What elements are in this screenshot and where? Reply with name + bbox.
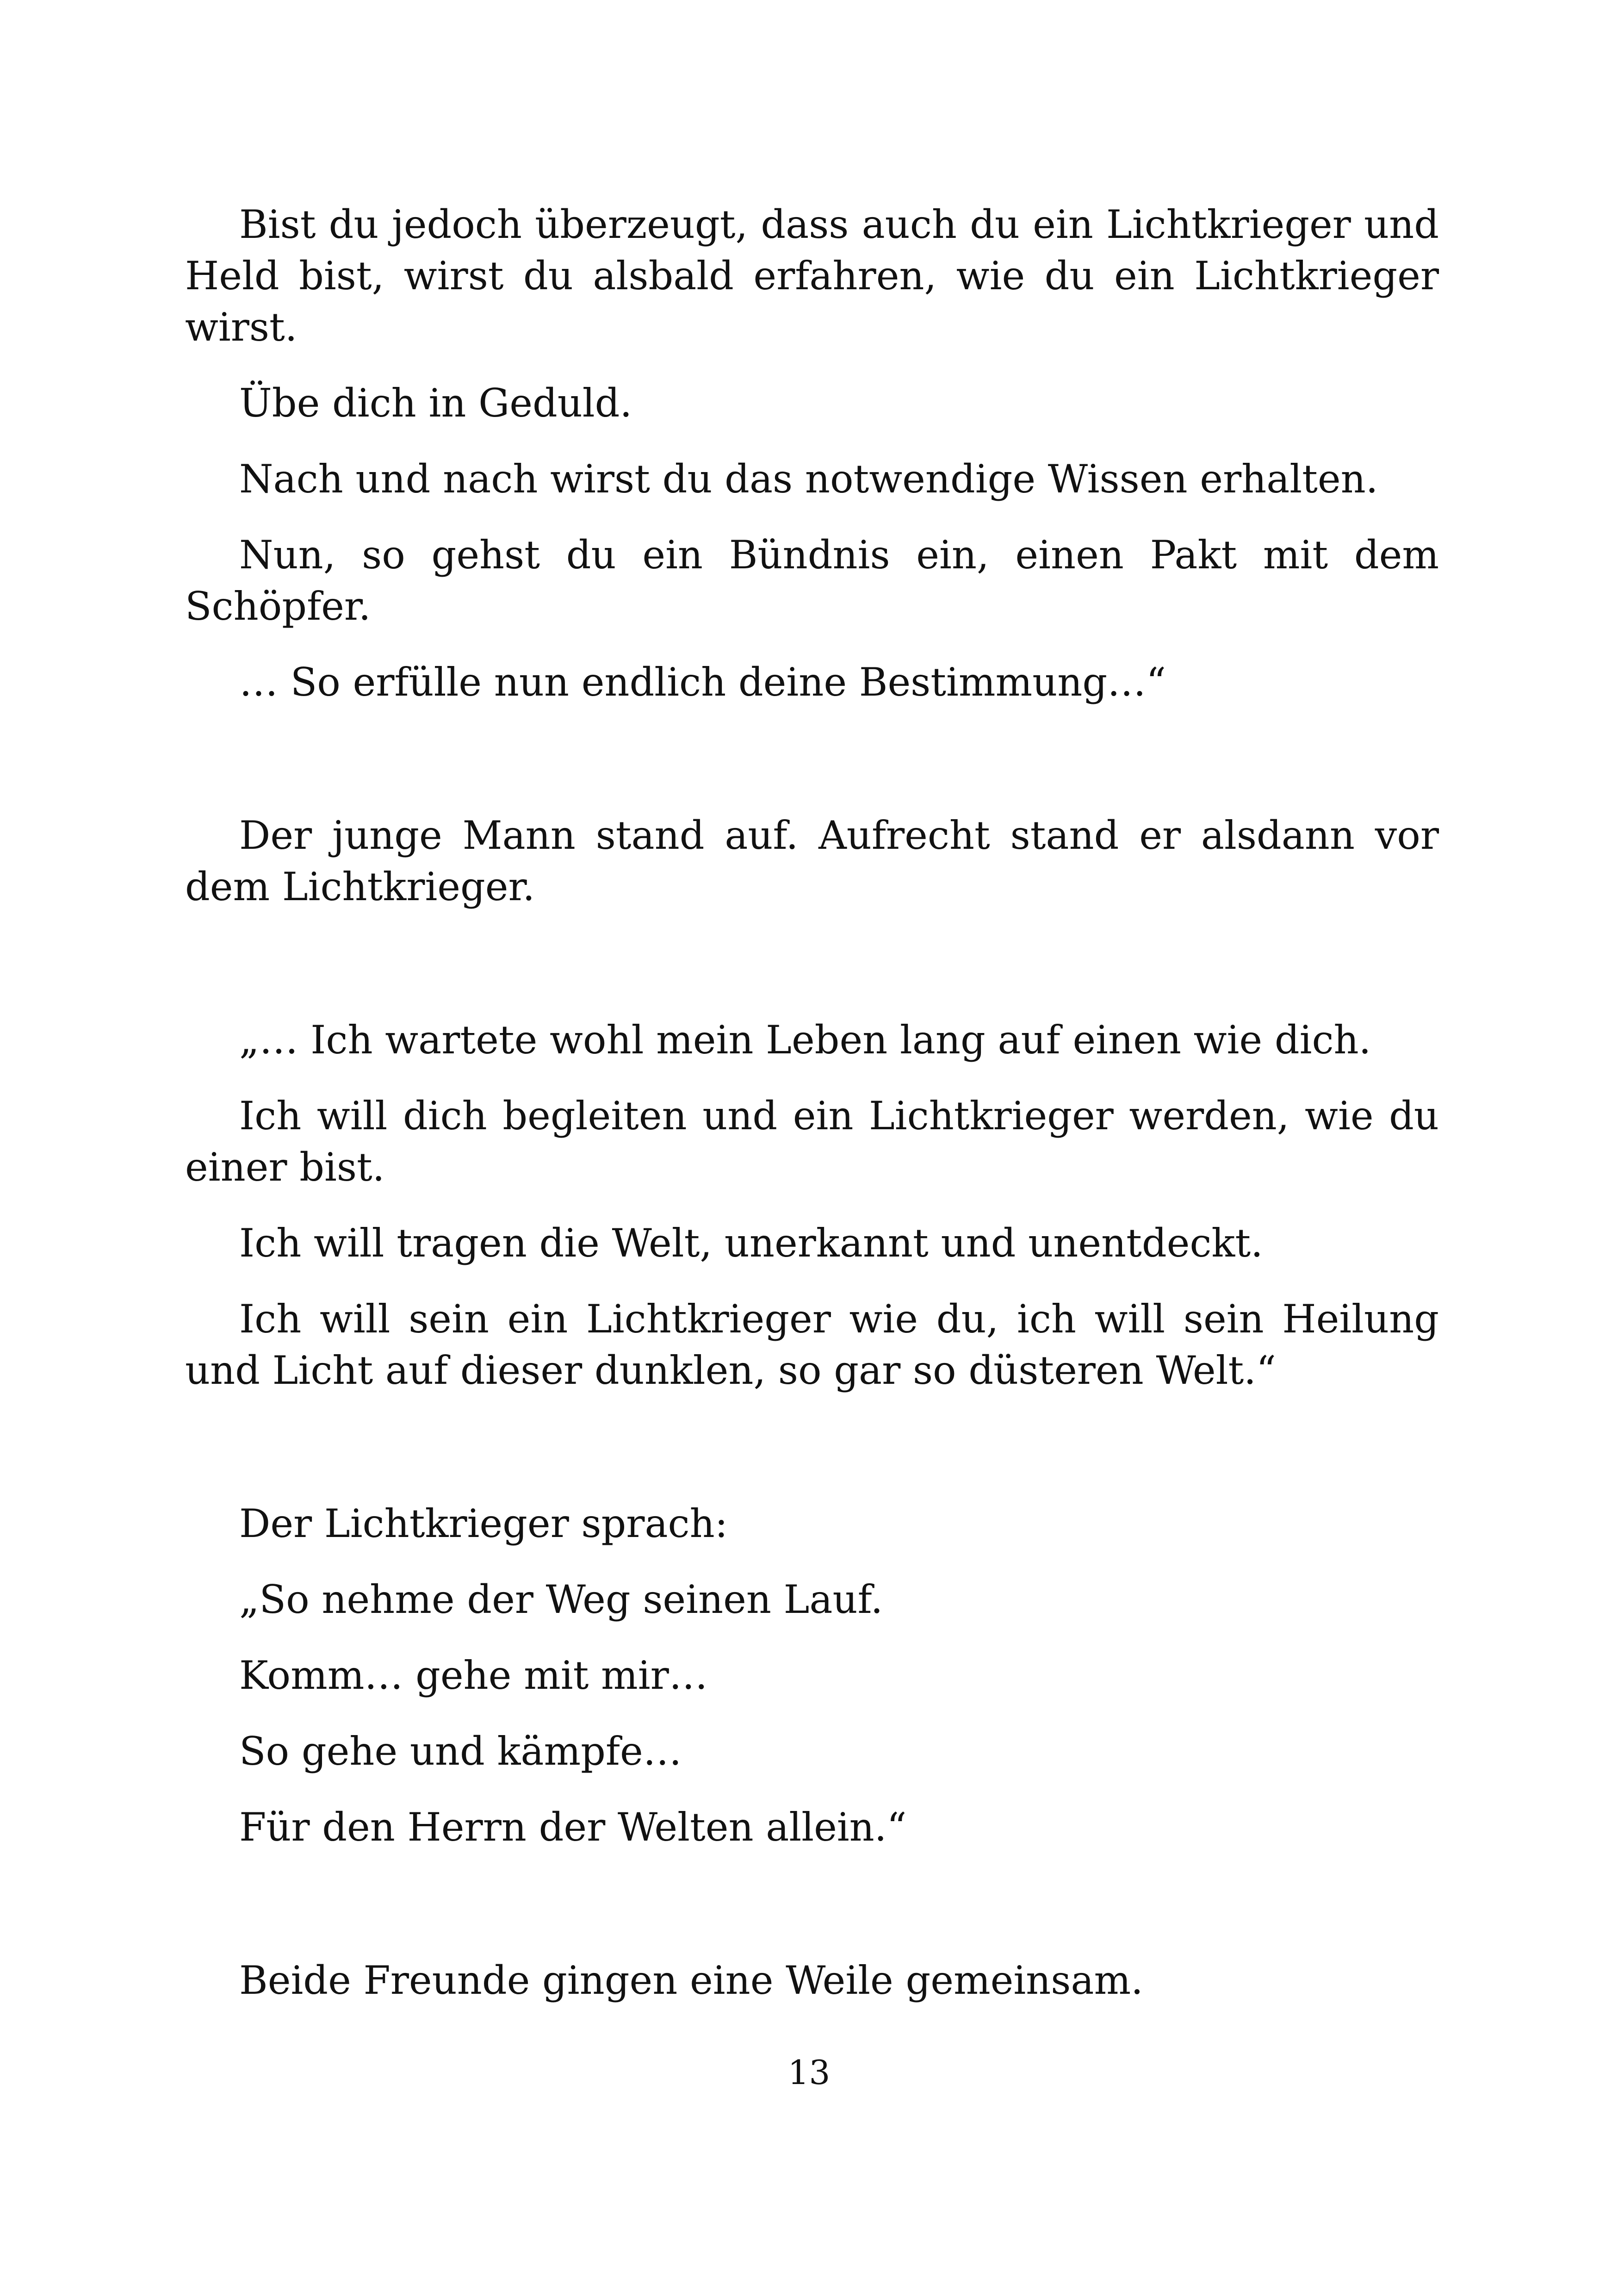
paragraph: „So nehme der Weg seinen Lauf. — [239, 1577, 883, 1622]
paragraph: „… Ich wartete wohl mein Leben lang auf einen wie dich. — [239, 1017, 1371, 1063]
paragraph: Ich will sein ein Lichtkrieger wie du, ich will sein Heilung und Licht auf dieser dunklen, so gar so düsteren Welt.“ — [185, 1296, 1439, 1393]
paragraph: Für den Herrn der Welten allein.“ — [239, 1804, 907, 1850]
paragraph: … So erfülle nun endlich deine Bestimmung…“ — [239, 660, 1166, 705]
body-text — [185, 199, 1439, 2006]
paragraph: Ich will tragen die Welt, unerkannt und unentdeckt. — [239, 1220, 1263, 1266]
paragraph: Komm… gehe mit mir… — [239, 1653, 708, 1698]
paragraph: Der junge Mann stand auf. Aufrecht stand er alsdann vor dem Lichtkrieger. — [185, 813, 1439, 909]
paragraph: Bist du jedoch überzeugt, dass auch du ein Lichtkrieger und Held bist, wirst du alsbald erfahren, wie du ein Lichtkrieger wirst. — [185, 202, 1439, 350]
paragraph: Nach und nach wirst du das notwendige Wissen erhalten. — [239, 456, 1378, 502]
paragraph: Ich will dich begleiten und ein Lichtkrieger werden, wie du einer bist. — [185, 1093, 1439, 1190]
paragraph: Übe dich in Geduld. — [239, 380, 632, 426]
page-number: 13 — [787, 2053, 831, 2092]
paragraph: So gehe und kämpfe… — [239, 1729, 682, 1774]
paragraph: Beide Freunde gingen eine Weile gemeinsam. — [239, 1958, 1143, 2003]
paragraph: Nun, so gehst du ein Bündnis ein, einen Pakt mit dem Schöpfer. — [185, 532, 1439, 629]
paragraph: Der Lichtkrieger sprach: — [239, 1501, 728, 1546]
